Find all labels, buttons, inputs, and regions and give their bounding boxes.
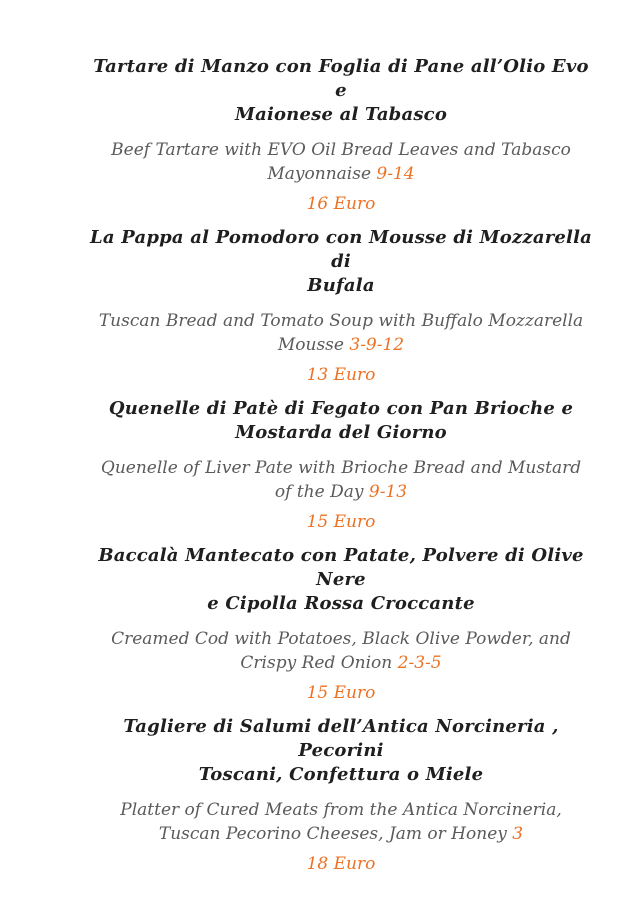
dish-description-line [85, 651, 597, 675]
allergen-codes: 2-3-5 [397, 653, 442, 673]
dish-description-line: Creamed Cod with Potatoes, Black Olive Powder, and [111, 629, 571, 649]
dish-description-line [85, 480, 597, 504]
allergen-codes: 3-9-12 [349, 335, 405, 355]
dish-name-line: Maionese al Tabasco [234, 104, 448, 125]
dish-name [85, 715, 597, 787]
dish-description [85, 627, 597, 675]
dish-description-line: Tuscan Bread and Tomato Soup with Buffalo Mozzarella [98, 311, 584, 331]
dish-name-line: La Pappa al Pomodoro con Mousse di Mozzarella di [90, 227, 592, 272]
dish-price: 15 Euro [306, 683, 376, 703]
dish-description-line: Beef Tartare with EVO Oil Bread Leaves and Tabasco [111, 140, 571, 160]
dish-price: 15 Euro [306, 512, 376, 532]
dish-price: 16 Euro [306, 194, 376, 214]
dish-description [85, 798, 597, 846]
dish-description-text: Tuscan Pecorino Cheeses, Jam or Honey [158, 824, 507, 844]
menu-item [85, 55, 597, 216]
dish-description-line [85, 333, 597, 357]
dish-description-text: Crispy Red Onion [240, 653, 393, 673]
menu-item [85, 397, 597, 534]
dish-name [85, 226, 597, 298]
allergen-codes: 9-14 [376, 164, 415, 184]
dish-name [85, 397, 597, 445]
dish-description [85, 138, 597, 186]
dish-name-line: Baccalà Mantecato con Patate, Polvere di Olive Nere [98, 545, 584, 590]
menu-list [85, 55, 597, 876]
dish-description-text: of the Day [274, 482, 364, 502]
dish-description-line [85, 162, 597, 186]
menu-item [85, 226, 597, 387]
dish-name [85, 55, 597, 127]
dish-name [85, 544, 597, 616]
dish-description-text: Mousse [277, 335, 344, 355]
dish-description-line: Platter of Cured Meats from the Antica Norcineria, [120, 800, 562, 820]
dish-name-line: Toscani, Confettura o Miele [198, 764, 484, 785]
menu-item [85, 544, 597, 705]
menu-item [85, 715, 597, 876]
dish-description-text: Mayonnaise [267, 164, 372, 184]
dish-price: 18 Euro [306, 854, 376, 874]
allergen-codes: 9-13 [368, 482, 408, 502]
dish-name-line: e Cipolla Rossa Croccante [207, 593, 475, 614]
allergen-codes: 3 [512, 824, 524, 844]
dish-description-line [85, 822, 597, 846]
dish-name-line: Bufala [307, 275, 375, 296]
dish-description [85, 456, 597, 504]
dish-name-line: Mostarda del Giorno [235, 422, 447, 443]
dish-name-line: Tagliere di Salumi dell’Antica Norcineria , Pecorini [123, 716, 559, 761]
dish-name-line: Quenelle di Patè di Fegato con Pan Brioche e [108, 398, 574, 419]
dish-description [85, 309, 597, 357]
dish-description-line: Quenelle of Liver Pate with Brioche Bread and Mustard [100, 458, 582, 478]
dish-name-line: Tartare di Manzo con Foglia di Pane all’Olio Evo e [93, 56, 589, 101]
dish-price: 13 Euro [306, 365, 376, 385]
